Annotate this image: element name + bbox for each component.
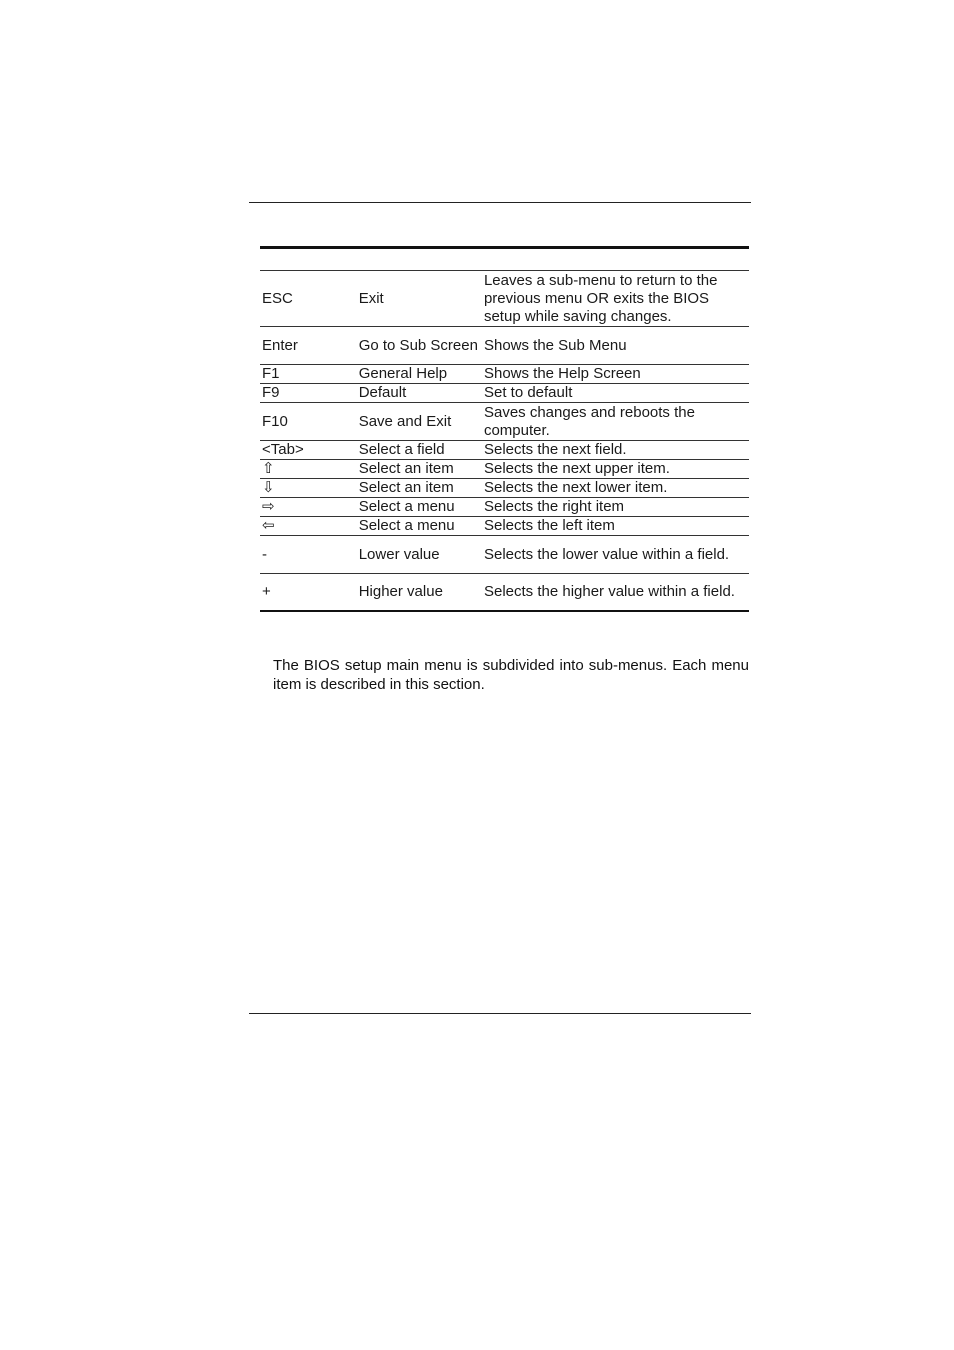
- function-cell: Exit: [357, 271, 482, 327]
- key-cell: F10: [260, 403, 357, 441]
- table-header: [260, 248, 749, 271]
- key-cell: F9: [260, 384, 357, 403]
- left-arrow-icon: ⇦: [260, 517, 357, 536]
- body-paragraph: The BIOS setup main menu is subdivided into sub-menus. Each menu item is described in this section.: [273, 657, 749, 693]
- table-row: [260, 517, 749, 536]
- key-cell: Enter: [260, 327, 357, 365]
- description-cell: Selects the right item: [482, 498, 749, 517]
- key-cell: -: [260, 536, 357, 574]
- table-row: [260, 271, 749, 327]
- header-cell-key: [260, 248, 357, 271]
- function-cell: Lower value: [357, 536, 482, 574]
- table-row: [260, 441, 749, 460]
- description-cell: Selects the next lower item.: [482, 479, 749, 498]
- function-cell: Select a menu: [357, 498, 482, 517]
- table-row: [260, 403, 749, 441]
- down-arrow-icon: ⇩: [260, 479, 357, 498]
- function-cell: Select a menu: [357, 517, 482, 536]
- table-row: [260, 460, 749, 479]
- description-cell: Shows the Help Screen: [482, 365, 749, 384]
- table-row: [260, 384, 749, 403]
- key-cell: <Tab>: [260, 441, 357, 460]
- header-rule: [249, 202, 751, 203]
- function-cell: Higher value: [358, 582, 443, 600]
- key-cell: F1: [260, 365, 357, 384]
- table-row: [260, 574, 749, 611]
- table-header-row: [260, 248, 749, 271]
- description-cell: Set to default: [482, 384, 749, 403]
- description-cell: Selects the next upper item.: [482, 460, 749, 479]
- header-cell-function: [357, 248, 482, 271]
- key-cell: ESC: [260, 271, 357, 327]
- description-cell: Shows the Sub Menu: [482, 327, 749, 365]
- up-arrow-icon: ⇧: [260, 460, 357, 479]
- description-cell: Leaves a sub-menu to return to the previous menu OR exits the BIOS setup while saving changes.: [482, 271, 749, 327]
- description-cell: Selects the lower value within a field.: [482, 536, 749, 574]
- table-body: [260, 271, 749, 611]
- table-row: [260, 536, 749, 574]
- description-cell: Selects the left item: [482, 517, 749, 536]
- footer-rule: [249, 1013, 751, 1014]
- header-cell-description: [482, 248, 749, 271]
- table-row: [260, 365, 749, 384]
- description-cell: Saves changes and reboots the computer.: [482, 403, 749, 441]
- function-cell: Go to Sub Screen: [357, 327, 482, 365]
- function-cell: Select an item: [357, 460, 482, 479]
- table-row: [260, 498, 749, 517]
- function-cell: General Help: [357, 365, 482, 384]
- table-row: [260, 479, 749, 498]
- function-cell: Save and Exit: [357, 403, 482, 441]
- function-cell: Select a field: [357, 441, 482, 460]
- description-cell: Selects the higher value within a field.: [483, 582, 735, 600]
- right-arrow-icon: ⇨: [260, 498, 357, 517]
- function-cell: Default: [357, 384, 482, 403]
- description-cell: Selects the next field.: [482, 441, 749, 460]
- table-row: [260, 327, 749, 365]
- bios-keys-table: [260, 246, 749, 612]
- function-cell: Select an item: [357, 479, 482, 498]
- key-cell: +: [262, 582, 271, 600]
